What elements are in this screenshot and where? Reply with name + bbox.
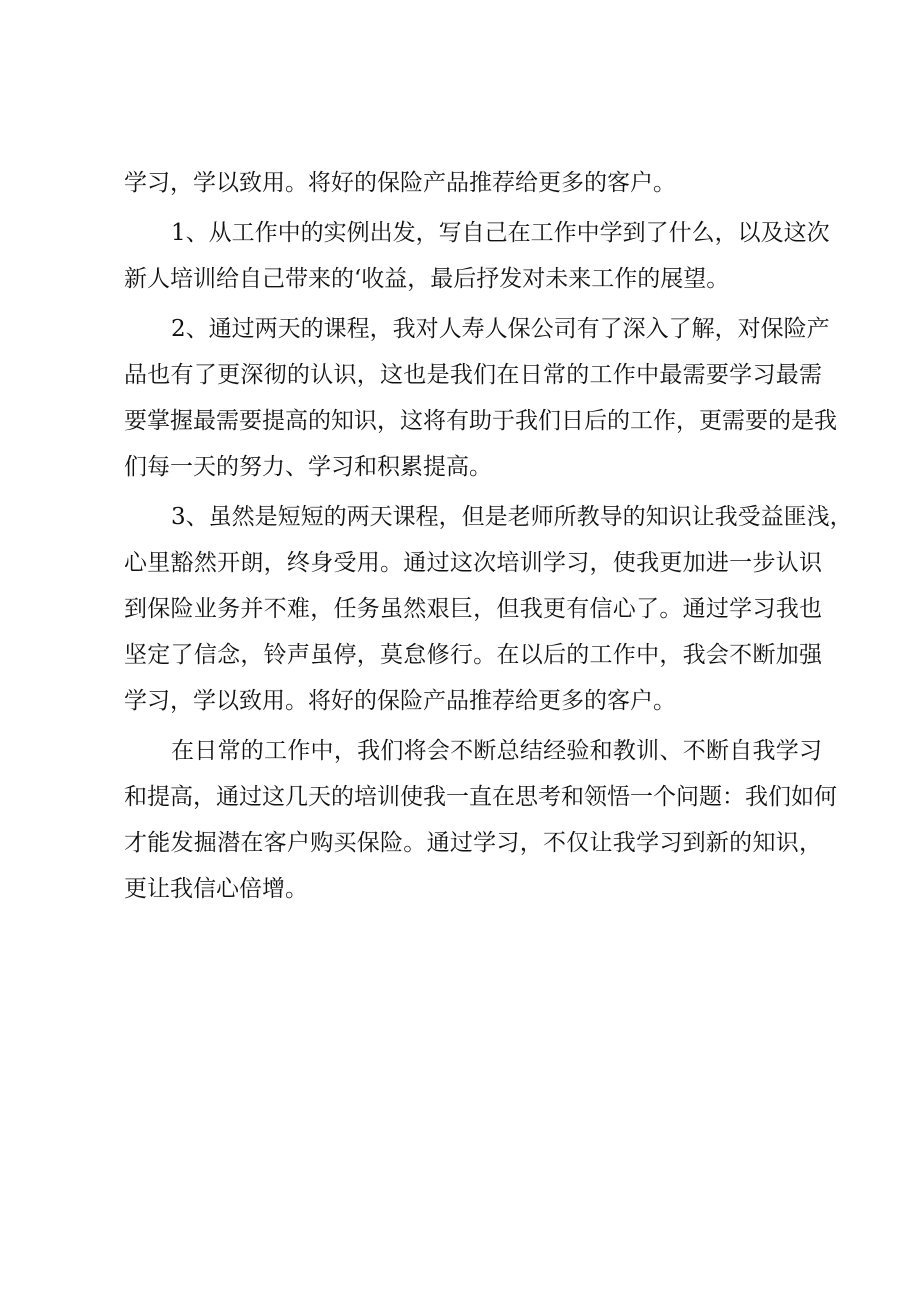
paragraph-3 [124,494,853,724]
text-line: 新人培训给自己带来的‘收益，最后抒发对未来工作的展望。 [124,266,730,292]
text-line: 学习，学以致用。将好的保险产品推荐给更多的客户。 [124,688,676,714]
text-line: 2、通过两天的课程，我对人寿人保公司有了深入了解，对保险产 [171,316,830,342]
text-line: 坚定了信念，铃声虽停，莫怠修行。在以后的工作中，我会不断加强 [124,642,822,668]
text-line: 品也有了更深彻的认识，这也是我们在日常的工作中最需要学习最需 [124,362,822,388]
text-line: 3、虽然是短短的两天课程，但是老师所教导的知识让我受益匪浅， [171,504,853,530]
document-body [124,160,853,916]
text-line: 才能发掘潜在客户购买保险。通过学习，不仅让我学习到新的知识， [124,830,822,856]
text-line: 心里豁然开朗，终身受用。通过这次培训学习，使我更加进一步认识 [124,550,822,576]
paragraph-4 [124,728,837,912]
paragraph-0 [124,160,822,206]
text-line: 和提高，通过这几天的培训使我一直在思考和领悟一个问题：我们如何 [124,784,837,810]
text-line: 要掌握最需要提高的知识，这将有助于我们日后的工作，更需要的是我 [124,408,837,434]
text-line: 在日常的工作中，我们将会不断总结经验和教训、不断自我学习 [171,738,822,764]
text-line: 们每一天的努力、学习和积累提高。 [124,454,492,480]
text-line: 学习，学以致用。将好的保险产品推荐给更多的客户。 [124,170,676,196]
paragraph-2 [124,306,837,490]
text-line: 更让我信心倍增。 [124,876,308,902]
paragraph-1 [124,210,830,302]
text-line: 1、从工作中的实例出发，写自己在工作中学到了什么，以及这次 [171,220,830,246]
text-line: 到保险业务并不难，任务虽然艰巨，但我更有信心了。通过学习我也 [124,596,822,622]
